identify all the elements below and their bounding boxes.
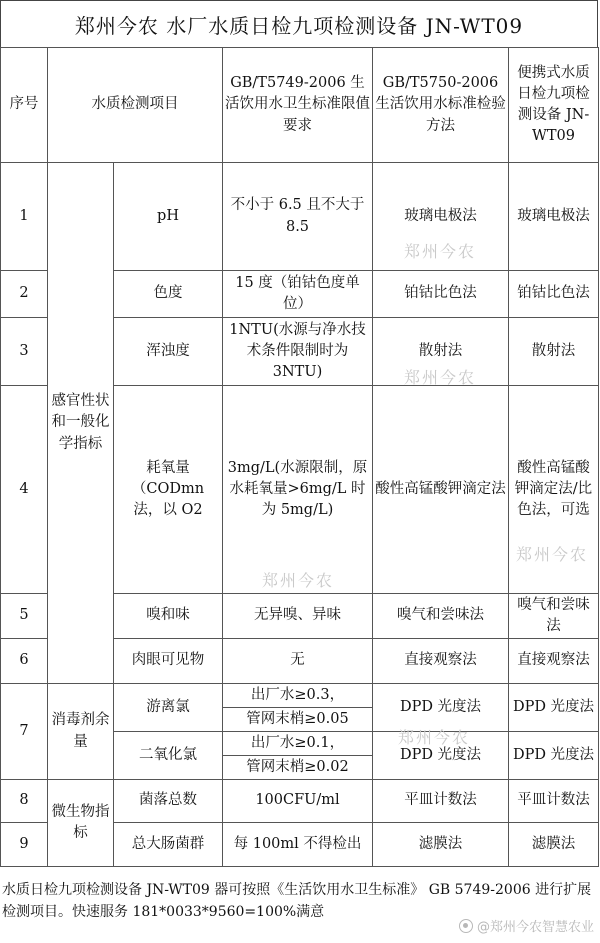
row-device: 嗅气和尝味法 (509, 594, 599, 639)
row-number: 8 (1, 780, 48, 823)
header-index: 序号 (1, 48, 48, 163)
row-limit: 15 度（铂钴色度单位） (223, 271, 373, 318)
row-device: 直接观察法 (509, 639, 599, 684)
row-number: 2 (1, 271, 48, 318)
standards-table (0, 47, 599, 867)
header-standard-method: GB/T5750-2006 生活饮用水标准检验方法 (373, 48, 509, 163)
watermark: 郑州今农 (262, 571, 335, 590)
row-item: 游离氯 (114, 684, 223, 732)
row-device: 铂钴比色法 (509, 271, 599, 318)
row-method: 酸性高锰酸钾滴定法 (373, 386, 509, 594)
row-number: 6 (1, 639, 48, 684)
row-limit: 无异嗅、异味 (223, 594, 373, 639)
header-device: 便携式水质日检九项检测设备 JN-WT09 (509, 48, 599, 163)
row-limit-part: 管网末梢≥0.05 (223, 708, 373, 732)
corner-watermark-text: @郑州今农智慧农业 (476, 920, 594, 935)
row-method: 嗅气和尝味法 (373, 594, 509, 639)
group-disinfectant: 消毒剂余量 (48, 684, 114, 780)
row-item: 浑浊度 (114, 318, 223, 386)
row-method: DPD 光度法 (373, 684, 509, 732)
row-method: 铂钴比色法 (373, 271, 509, 318)
row-item: pH (114, 163, 223, 271)
table-header-row (1, 48, 599, 163)
row-item: 菌落总数 (114, 780, 223, 823)
watermark: 郑州今农 (516, 545, 589, 564)
row-limit: 每 100ml 不得检出 (223, 823, 373, 867)
row-item: 色度 (114, 271, 223, 318)
row-number: 1 (1, 163, 48, 271)
row-method: 散射法 (373, 318, 509, 386)
group-microbe: 微生物指标 (48, 780, 114, 867)
row-device: 玻璃电极法 (509, 163, 599, 271)
row-limit: 3mg/L(水源限制，原水耗氧量>6mg/L 时为 5mg/L) (223, 386, 373, 594)
row-method: 滤膜法 (373, 823, 509, 867)
row-method: 平皿计数法 (373, 780, 509, 823)
table-row (1, 684, 599, 708)
row-device: 滤膜法 (509, 823, 599, 867)
footer-note: 水质日检九项检测设备 JN-WT09 器可按照《生活饮用水卫生标准》 GB 5749-2006 进行扩展检测项目。快速服务 181*0033*9560=100%满意 (2, 882, 592, 920)
row-device: 酸性高锰酸钾滴定法/比色法，可选 (509, 386, 599, 594)
row-limit: 不小于 6.5 且不大于 8.5 (223, 163, 373, 271)
row-method: 直接观察法 (373, 639, 509, 684)
row-number: 9 (1, 823, 48, 867)
row-device: DPD 光度法 (509, 732, 599, 780)
row-limit: 无 (223, 639, 373, 684)
row-device: 散射法 (509, 318, 599, 386)
row-limit: 100CFU/ml (223, 780, 373, 823)
weibo-logo-icon (459, 919, 473, 933)
watermark: 郑州今农 (404, 368, 477, 387)
row-item: 肉眼可见物 (114, 639, 223, 684)
table-row (1, 163, 599, 271)
row-number: 4 (1, 386, 48, 594)
table-row (1, 780, 599, 823)
row-method: DPD 光度法 (373, 732, 509, 780)
row-limit-part: 出厂水≥0.3， (223, 684, 373, 708)
row-item: 总大肠菌群 (114, 823, 223, 867)
row-method: 玻璃电极法 (373, 163, 509, 271)
row-number: 5 (1, 594, 48, 639)
document-title: 郑州今农 水厂水质日检九项检测设备 JN-WT09 (0, 0, 598, 47)
row-item: 耗氧量（CODmn 法，以 O2 (114, 386, 223, 594)
group-sensory: 感官性状和一般化学指标 (48, 163, 114, 684)
header-standard-limit: GB/T5749-2006 生活饮用水卫生标准限值要求 (223, 48, 373, 163)
watermark: 郑州今农 (404, 242, 477, 261)
corner-watermark (459, 916, 594, 935)
row-device: 平皿计数法 (509, 780, 599, 823)
row-number: 7 (1, 684, 48, 780)
watermark: 郑州今农 (398, 728, 471, 747)
row-limit-part: 管网末梢≥0.02 (223, 756, 373, 780)
header-item: 水质检测项目 (48, 48, 223, 163)
row-device: DPD 光度法 (509, 684, 599, 732)
row-item: 嗅和味 (114, 594, 223, 639)
row-number: 3 (1, 318, 48, 386)
row-limit-part: 出厂水≥0.1， (223, 732, 373, 756)
row-limit: 1NTU(水源与净水技术条件限制时为 3NTU) (223, 318, 373, 386)
row-item: 二氧化氯 (114, 732, 223, 780)
